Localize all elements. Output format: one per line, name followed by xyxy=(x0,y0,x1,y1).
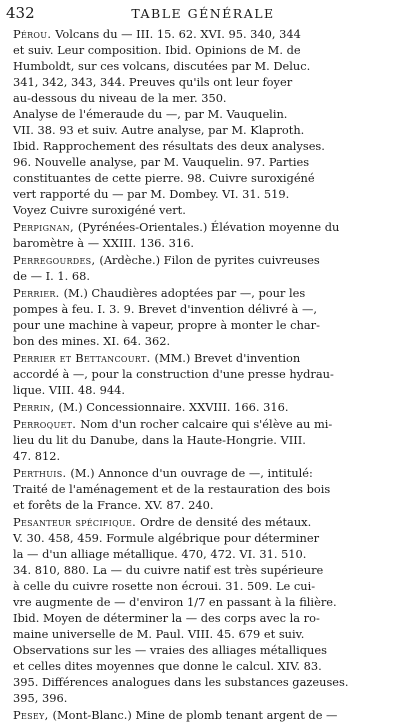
entry-line: (M.) Annonce d'un ouvrage de —, intitulé: xyxy=(70,466,313,480)
entry-line: Ibid. Moyen de déterminer la — des corps avec la ro- xyxy=(13,611,320,625)
entry-line: (Pyrénées-Orientales.) Élévation moyenne du xyxy=(77,220,340,234)
entry-line: Voyez Cuivre suroxigéné vert. xyxy=(13,203,186,217)
entry-line: 96. Nouvelle analyse, par M. Vauquelin. 97. Parties xyxy=(13,155,310,169)
entry-line: pompes à feu. I. 3. 9. Brevet d'invention délivré à —, xyxy=(13,302,317,316)
page-number: 432 xyxy=(6,4,35,22)
entry-line: Ordre de densité des métaux. xyxy=(140,515,312,529)
entry-line: (MM.) Brevet d'invention xyxy=(154,351,301,365)
entry-line: Humboldt, sur ces volcans, discutées par M. Deluc. xyxy=(13,59,311,73)
entry-line: bon des mines. XI. 64. 362. xyxy=(13,334,171,348)
entry-line: vert rapporté du — par M. Dombey. VI. 31. 519. xyxy=(13,187,290,201)
entry-line: 341, 342, 343, 344. Preuves qu'ils ont leur foyer xyxy=(13,75,293,89)
index-entry xyxy=(13,465,399,513)
entry-line: à celle du cuivre rosette non écroui. 31. 509. Le cui- xyxy=(13,579,316,593)
entry-line: pour une machine à vapeur, propre à monter le char- xyxy=(13,318,320,332)
entry-line: Observations sur les — vraies des alliages métalliques xyxy=(13,643,327,657)
entry-line: Ibid. Rapprochement des résultats des deux analyses. xyxy=(13,139,325,153)
index-entry xyxy=(13,707,399,723)
entry-line: 395. Différences analogues dans les substances gazeuses. xyxy=(13,675,349,689)
entry-line: lieu du lit du Danube, dans la Haute-Hongrie. VIII. xyxy=(13,433,306,447)
index-entry xyxy=(13,350,399,398)
entry-line: 395, 396. xyxy=(13,691,68,705)
entry-headword: Perrin, xyxy=(13,400,55,414)
index-entry xyxy=(13,219,399,251)
entry-headword: Perrier et Bettancourt. xyxy=(13,351,151,365)
entry-headword: Perregourdes, xyxy=(13,253,96,267)
entry-line: (Mont-Blanc.) Mine de plomb tenant argent de — xyxy=(52,708,338,722)
running-title: TABLE GÉNÉRALE xyxy=(131,6,275,21)
entry-headword: Pesanteur spécifique. xyxy=(13,515,137,529)
index-entry xyxy=(13,285,399,349)
index-entry xyxy=(13,416,399,464)
entry-line: de — I. 1. 68. xyxy=(13,269,91,283)
entry-line: et forêts de la France. XV. 87. 240. xyxy=(13,498,214,512)
entry-headword: Pérou. xyxy=(13,27,52,41)
entry-line: Analyse de l'émeraude du —, par M. Vauquelin. xyxy=(13,107,288,121)
entry-line: constituantes de cette pierre. 98. Cuivre suroxigéné xyxy=(13,171,315,185)
index-entry xyxy=(13,514,399,706)
entry-line: la — d'un alliage métallique. 470, 472. VI. 31. 510. xyxy=(13,547,307,561)
entry-line: au-dessous du niveau de la mer. 350. xyxy=(13,91,227,105)
entry-headword: Pesey, xyxy=(13,708,49,722)
entry-line: 34. 810, 880. La — du cuivre natif est très supérieure xyxy=(13,563,324,577)
entry-line: Nom d'un rocher calcaire qui s'élève au mi- xyxy=(80,417,333,431)
entry-line: vre augmente de — d'environ 1/7 en passant à la filière. xyxy=(13,595,337,609)
entry-line: et celles dites moyennes que donne le calcul. XIV. 83. xyxy=(13,659,322,673)
entry-line: lique. VIII. 48. 944. xyxy=(13,383,125,397)
entry-line: 47. 812. xyxy=(13,449,61,463)
entry-line: V. 30. 458, 459. Formule algébrique pour déterminer xyxy=(13,531,320,545)
entry-line: Traité de l'aménagement et de la restauration des bois xyxy=(13,482,331,496)
entry-headword: Perthuis. xyxy=(13,466,67,480)
entry-line: VII. 38. 93 et suiv. Autre analyse, par M. Klaproth. xyxy=(13,123,305,137)
entry-line: (M.) Concessionnaire. XXVIII. 166. 316. xyxy=(58,400,289,414)
entry-line: accordé à —, pour la construction d'une presse hydrau- xyxy=(13,367,334,381)
entry-line: baromètre à — XXIII. 136. 316. xyxy=(13,236,195,250)
index-entries xyxy=(13,26,399,724)
entry-headword: Perroquet. xyxy=(13,417,77,431)
index-entry xyxy=(13,26,399,218)
entry-line: (Ardèche.) Filon de pyrites cuivreuses xyxy=(99,253,320,267)
entry-line: Volcans du — III. 15. 62. XVI. 95. 340, 344 xyxy=(55,27,301,41)
index-entry xyxy=(13,252,399,284)
page-header xyxy=(6,4,400,26)
entry-line: maine universelle de M. Paul. VIII. 45. 679 et suiv. xyxy=(13,627,305,641)
index-entry xyxy=(13,399,399,415)
entry-headword: Perrier. xyxy=(13,286,60,300)
entry-headword: Perpignan, xyxy=(13,220,74,234)
entry-line: (M.) Chaudières adoptées par —, pour les xyxy=(63,286,306,300)
entry-line: et suiv. Leur composition. Ibid. Opinions de M. de xyxy=(13,43,301,57)
